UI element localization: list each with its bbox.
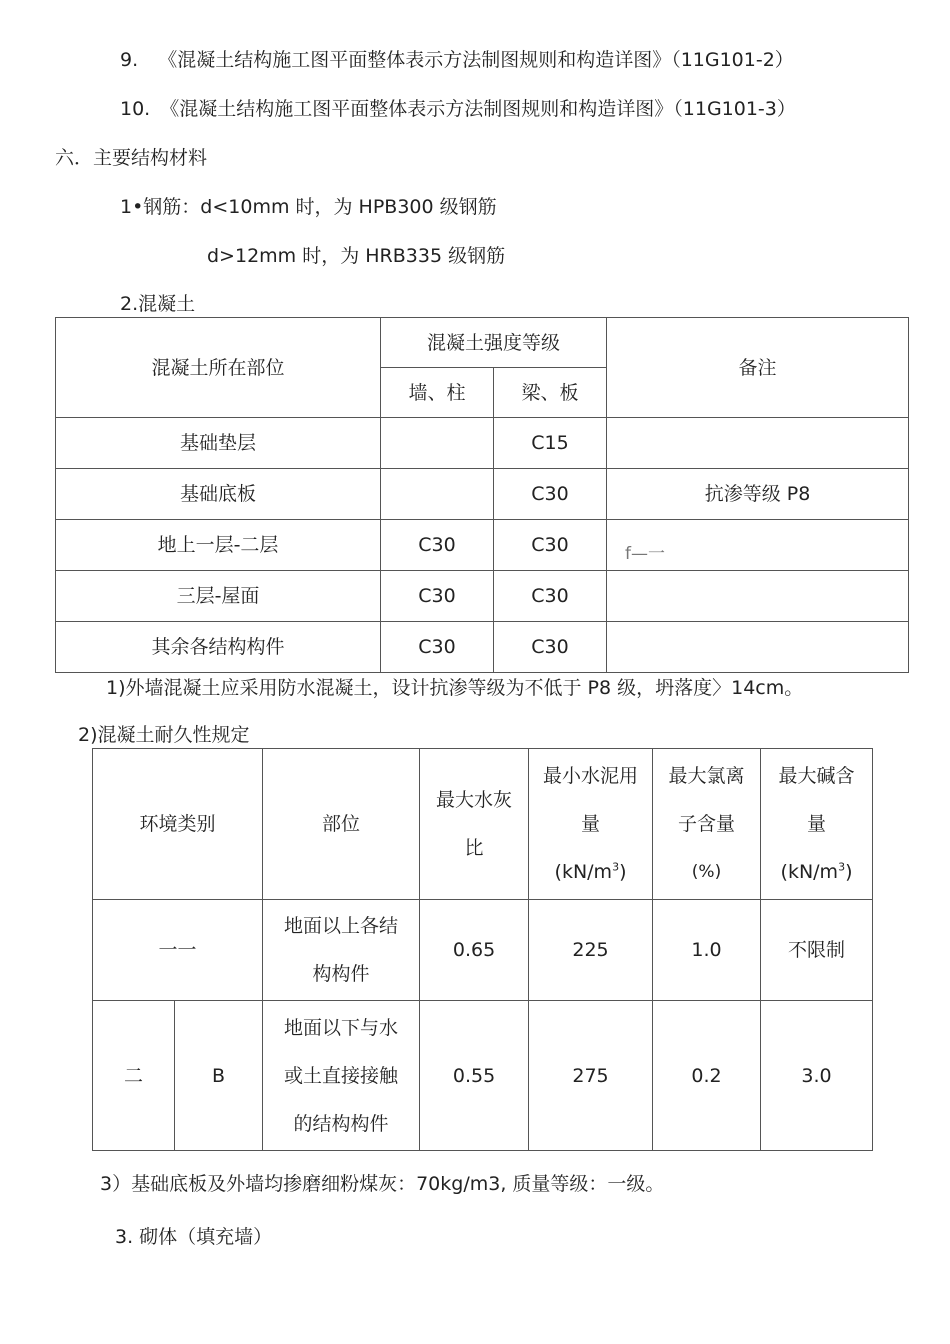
- rebar-line-1: 1•钢筋：d<10mm 时，为 HPB300 级钢筋: [120, 196, 497, 218]
- durability-table: [92, 748, 873, 1151]
- cell-note: f—一: [607, 520, 909, 571]
- ref-num: 9.: [120, 49, 139, 71]
- cell-note: [607, 571, 909, 622]
- ref-text: 《混凝土结构施工图平面整体表示方法制图规则和构造详图》（11G101-3）: [160, 98, 796, 120]
- cell-wall: [381, 418, 494, 469]
- header-text: 最小水泥用: [543, 765, 639, 787]
- cell-beam: C30: [494, 571, 607, 622]
- concrete-heading: 2.混凝土: [120, 293, 196, 315]
- rebar-line-2: d>12mm 时，为 HRB335 级钢筋: [207, 245, 506, 267]
- header-text: 量: [807, 813, 827, 835]
- header-text: 最大水灰: [436, 789, 513, 811]
- table-header-row: [56, 318, 909, 368]
- waterproof-note: 1)外墙混凝土应采用防水混凝土，设计抗渗等级为不低于 P8 级，坍落度〉14cm。: [106, 677, 804, 699]
- cell-note: 抗渗等级 P8: [607, 469, 909, 520]
- header-text: 比: [464, 837, 484, 859]
- cell-wall: C30: [381, 520, 494, 571]
- header-grade: 混凝土强度等级: [381, 318, 607, 368]
- cell-beam: C30: [494, 520, 607, 571]
- cell-location: 地上一层-二层: [56, 520, 381, 571]
- cell-wc: 0.55: [420, 1001, 529, 1151]
- cell-beam: C30: [494, 622, 607, 673]
- table-row: [93, 900, 873, 1001]
- concrete-grade-table: [55, 317, 909, 673]
- header-unit: $(kN/m^3)$: [780, 860, 853, 883]
- table-row: [56, 469, 909, 520]
- header-note: 备注: [607, 318, 909, 418]
- header-text: 最大碱含: [778, 765, 855, 787]
- header-text: 最大氯离: [668, 765, 745, 787]
- cell-location: 基础底板: [56, 469, 381, 520]
- cell-wall: C30: [381, 571, 494, 622]
- header-location: 混凝土所在部位: [56, 318, 381, 418]
- table-row: [56, 418, 909, 469]
- cell-note: [607, 622, 909, 673]
- table-row: [56, 520, 909, 571]
- cell-env-sub: B: [175, 1001, 263, 1151]
- cell-chloride: 0.2: [653, 1001, 761, 1151]
- header-unit: $(kN/m^3)$: [554, 860, 627, 883]
- cell-beam: C30: [494, 469, 607, 520]
- header-min-cement: [529, 749, 653, 900]
- header-max-chloride: [653, 749, 761, 900]
- header-max-wc-ratio: [420, 749, 529, 900]
- cell-part: 地面以下与水 或土直接接触 的结构构件: [263, 1001, 420, 1151]
- cell-wc: 0.65: [420, 900, 529, 1001]
- cell-wall: [381, 469, 494, 520]
- header-text: 子含量: [678, 813, 736, 835]
- cell-env: 一一: [93, 900, 263, 1001]
- ref-item-9: [120, 48, 794, 72]
- header-wall-column: 墙、柱: [381, 368, 494, 418]
- cell-alkali: 不限制: [761, 900, 873, 1001]
- cell-env: 二: [93, 1001, 175, 1151]
- header-text: 量: [581, 813, 601, 835]
- table-row: [93, 1001, 873, 1151]
- ref-text: 《混凝土结构施工图平面整体表示方法制图规则和构造详图》（11G101-2）: [158, 49, 794, 71]
- header-part: 部位: [263, 749, 420, 900]
- cell-beam: C15: [494, 418, 607, 469]
- cell-alkali: 3.0: [761, 1001, 873, 1151]
- cell-cement: 225: [529, 900, 653, 1001]
- flyash-note: 3）基础底板及外墙均掺磨细粉煤灰：70kg/m3, 质量等级：一级。: [100, 1173, 665, 1195]
- cell-chloride: 1.0: [653, 900, 761, 1001]
- ref-item-10: [120, 97, 796, 121]
- header-unit: (%): [691, 862, 722, 882]
- durability-heading: 2)混凝土耐久性规定: [78, 724, 250, 746]
- header-env-class: 环境类别: [93, 749, 263, 900]
- cell-location: 三层-屋面: [56, 571, 381, 622]
- cell-location: 基础垫层: [56, 418, 381, 469]
- cell-wall: C30: [381, 622, 494, 673]
- table-row: [56, 622, 909, 673]
- cell-note: [607, 418, 909, 469]
- cell-part: 地面以上各结 构构件: [263, 900, 420, 1001]
- header-max-alkali: [761, 749, 873, 900]
- table-row: [56, 571, 909, 622]
- ref-num: 10.: [120, 98, 151, 120]
- section-title: 六．主要结构材料: [55, 147, 208, 169]
- cell-cement: 275: [529, 1001, 653, 1151]
- table-header-row: [93, 749, 873, 900]
- header-beam-slab: 梁、板: [494, 368, 607, 418]
- cell-location: 其余各结构构件: [56, 622, 381, 673]
- masonry-heading: 3. 砌体（填充墙）: [115, 1226, 273, 1248]
